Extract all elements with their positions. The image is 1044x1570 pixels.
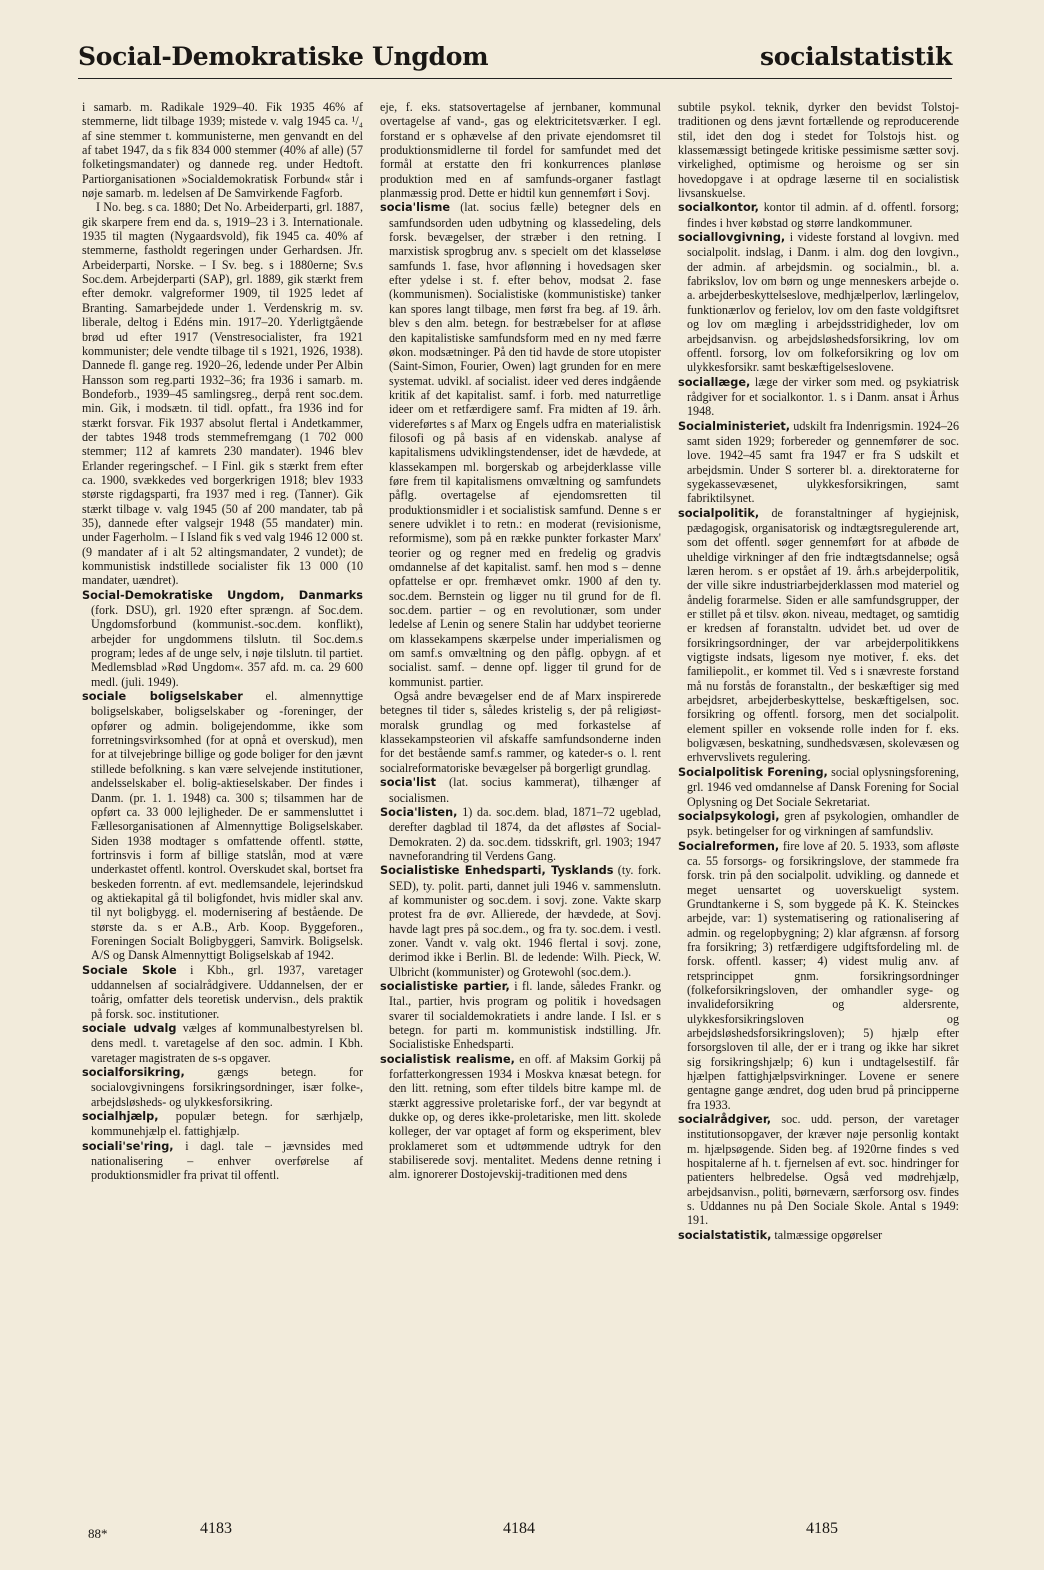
- entry-headword: socialistisk realisme,: [380, 1052, 515, 1066]
- entry-headword: Socia'listen,: [380, 805, 458, 819]
- continued-text: eje, f. eks. statsovertagelse af jernbaner, kommunal overtagelse af vand-, gas og elektricitetsværker. I egl. forstand er s ophævelse af den private ejendomsret til produktionsmidlerne til fordel for samfundet med det formål at erstatte den fri konkurrences planløse produktion med en af samfunds-organer fastlagt planmæssig prod. Dette er hidtil kun gennemført i Sovj.: [380, 100, 661, 201]
- dictionary-entry: [678, 765, 959, 809]
- entry-headword: sociale boligselskaber: [82, 690, 243, 704]
- entry-headword: socialpolitik,: [678, 506, 760, 520]
- entry-headword: socia'list: [380, 776, 437, 790]
- entry-headword: Socialpolitisk Forening,: [678, 765, 828, 779]
- page-number-left: 4183: [200, 1520, 232, 1537]
- entry-headword: Socialistiske Enhedsparti, Tysklands: [380, 864, 614, 878]
- entry-text: soc. udd. person, der varetager institutionsopgaver, der kræver nøje personlig kontakt m. hjælpsøgende. Siden beg. af 1920rne findes s ved hospitalerne af h. t. fjernelsen af evt. soc. hindringer for patienters helbredelse. Også ved mødrehjælp, arbejdsanvisn., politi, børneværn, særforsorg osv. findes s. Uddannes nu på Den Sociale Skole. Antal s 1949: 191.: [687, 1112, 959, 1228]
- entry-paragraph: I No. beg. s ca. 1880; Det No. Arbeiderparti, grl. 1887, gik skarpere frem end da. s, 1919–23 i 3. Internationale. 1935 til magten (Nygaardsvold), fik 1945 ca. 40% af stemmerne, fastholdt regeringen under Gerhardsen. Jfr. Arbeiderparti, Norske. – I Sv. beg. s i 1880erne; Sv.s Soc.dem. Arbejderparti (SAP), grl. 1889, gik stærkt frem efter demokr. valgreformer 1909, til 1925 ledet af Branting. Samarbejdede under 1. Verdenskrig m. sv. liberale, deltog i Edéns min. 1917–20. Yderligtgående brød ud efter 1917 (Venstresocialister, fra 1921 kommunister; dele vendte tilbage til s 1921, 1926, 1938). Dannede fl. gange reg. 1920–26, ledende under Per Albin Hansson som reg.parti 1932–36; fra 1936 i samarb. m. Bondeforb., 1939–45 samlingsreg., derpå rent soc.dem. min. Gik, i modsætn. til tidl. opfatt., fra 1936 ind for stærkt forsvar. Fik 1937 absolut flertal i Andetkammer, der tabtes 1948 trods stemmefremgang (1 702 000 stemmer; 112 af kamrets 230 mandater). 1946 blev Erlander regeringschef. – I Finl. gik s stærkt frem efter ca. 1900, svækkedes ved borgerkrigen 1918; blev 1933 største rigdagsparti, fra 1937 med i reg. (Tanner). Gik stærkt tilbage v. valg 1945 (50 af 200 mandater, tab på 35), dannede efter valgsejr 1948 (55 mandater) min. under Fagerholm. – I Island fik s ved valg 1946 12 000 st. (9 mandater af i alt 52 altingsmandater, 2 vundet); de kommunistisk indstillede socialister fik 13 000 (10 mandater, uændret).: [82, 200, 363, 588]
- header-right-guideword: socialstatistik: [760, 42, 952, 71]
- entry-text: i fl. lande, således Frankr. og Ital., partier, hvis program og politik i hovedsagen svarer til socialdemokratiets i andre lande. I Isl. er s betegn. for parti m. kommunistisk indstilling. Jfr. Socialistiske Enhedsparti.: [389, 978, 661, 1052]
- entry-text: gængs betegn. for socialovgivningens forsikringsordninger, især folke-, arbejdsløsheds- og ulykkesforsikring.: [91, 1065, 363, 1109]
- page-number-right: 4185: [806, 1520, 838, 1537]
- dictionary-entry: [678, 809, 959, 839]
- dictionary-entry: [82, 1109, 363, 1139]
- entry-headword: socialpsykologi,: [678, 809, 780, 823]
- entry-text: i Kbh., grl. 1937, varetager uddannelsen af socialrådgivere. Uddannelsen, der er toårig, omfatter dels teoretisk undervisn., dels praktik på forsk. soc. institutioner.: [91, 962, 364, 1021]
- dictionary-entry: [678, 839, 959, 1113]
- entry-text: de foranstaltninger af hygiejnisk, pædagogisk, organisatorisk og indtægtsregulerende art, som det offentl. søger gennemført for at afbøde de uheldige virkninger af den frie indtægtsdannelse; også læren herom. s er opstået af 19. årh.s arbejderpolitik, der ville sikre industriarbejderklassen mod materiel og åndelig forarmelse. Siden er alle samfundsgrupper, der er stillet på et tilsv. økon. niveau, medtaget, og samtidig er kredsen af foranstaltn. udvidet bet. ud over de forsikringsordninger, der var arbejderpolitikkens vigtigste indsats, ligesom nye motiver, f. eks. det familiepolit., er kommet til. Ved s i snævreste forstand må nu forstås de foranstaltn., der beskæftiger sig med arbejdsret, arbejderbeskyttelse, beskæftigelsen, soc. forsikring og offentl. forsorg, men det socialpolit. element spiller en voksende rolle inden for f. eks. boligvæsen, beskatning, sundhedsvæsen, skolevæsen og erhvervslivets regulering.: [687, 505, 959, 765]
- entry-text: populær betegn. for særhjælp, kommunehjælp el. fattighjælp.: [91, 1109, 363, 1139]
- entry-text: 1) da. soc.dem. blad, 1871–72 ugeblad, derefter dagblad til 1874, da det afløstes af Social-Demokraten. 2) da. soc.dem. tidsskrift, grl. 1903; 1947 navneforandring til Verdens Gang.: [389, 804, 661, 863]
- dictionary-entry: [380, 775, 661, 805]
- entry-text: i dagl. tale – jævnsides med nationalisering – enhver overførelse af produktionsmidler fra privat til offentl.: [91, 1138, 363, 1183]
- footer-sheet-marker: 88*: [88, 1526, 108, 1541]
- entry-text: i videste forstand al lovgivn. med socialpolit. indslag, i Danm. i alm. dog den lovgivn., der admin. af arbejdsmin. og socialmin., bl. a. fabrikslov, lov om børn og unge menneskers arbejde o. a. arbejderbeskyttelseslove, medhjælperlov, lærlingelov, funktionærlov og ferielov, lov om den faste voldgiftsret og lov om mægling i arbejdsstridigheder, lov om arbejdsanvisn. og arbejdsløshedsforsikring, lov om offentl. forsorg, lov om folkeforsikring og lov om ulykkesforsikr. samt beskæftigelseslovene.: [687, 230, 959, 375]
- text-column-2: [380, 100, 661, 1182]
- page-header: [78, 38, 952, 79]
- entry-text: (fork. DSU), grl. 1920 efter sprængn. af Soc.dem. Ungdomsforbund (kommunist.-soc.dem. konflikt), arbejder for ungdommens tilslutn. til Soc.dem.s program; ledes af de unge selv, i nøje tilslutn. til partiet. Medlemsblad »Rød Ungdom«. 357 afd. m. ca. 29 600 medl. (juli. 1949).: [91, 603, 363, 689]
- entry-text: en off. af Maksim Gorkij på forfatterkongressen 1934 i Moskva knæsat betegn. for den litt. retning, som efter tildels bitre kampe ml. de stærkt aggressive proletariske forf., der var begyndt at dukke op, og deres ikke-proletariske, men litt. skolede kolleger, der var optaget af form og eksperiment, blev proklameret som et udtømmende udtryk for den stabiliserede sovj. mentalitet. Medens denne retning i alm. ignorerer Dostojevskij-traditionen med dens: [389, 1051, 661, 1182]
- dictionary-entry: [380, 863, 661, 979]
- entry-text: (lat. socius fælle) betegner dels en samfundsorden uden udbytning og klassedeling, dels forsk. bevægelser, der stræber i den retning. I marxistisk sprogbrug anv. s specielt om det klasseløse samfunds 1. fase, hvor aflønning i hovedsagen sker efter ydelse i st. f. efter behov, modsat 2. fase (kommunismen). Socialistiske (kommunistiske) tanker kan spores langt tilbage, men først fra beg. af 19. årh. blev s den alm. betegn. for bestræbelser for at afløse den kapitalistiske samfundsform med en ny med færre økon. modsætninger. På den tid havde de store utopister (Saint-Simon, Fourier, Owen) lagt grunden for en mere systemat. udvikl. af socialist. ideer ved deres indgående kritik af det kapitalist. samf. i forb. med naturretlige ideer om et retfærdigere samf. Fra midten af 19. årh. videreførtes s af Marx og Engels udfra en materialistisk filosofi og på basis af en videnskab. analyse af kapitalismens udviklingstendenser, idet de hævdede, at klassekampen ml. borgerskab og arbejderklasse ville føre frem til kapitalismens omvæltning og samfundets påflg. overtagelse af ejendomsretten til produktionsmidler i et socialistisk samfund. Denne s er senere udviklet i to retn.: en moderat (revisionisme, reformisme), som på en række punkter forkaster Marx' teorier og og regner med en fredelig og gradvis omdannelse af det kapitalist. samf. hen mod s – denne opfattelse er opr. fremhævet omkr. 1900 af den ty. soc.dem. Bernstein og ligger nu til grund for de fl. soc.dem. partier – og en revolutionær, som under ledelse af Lenin og senere Stalin har uddybet teorierne om klassekampens skærpelse under imperialismen og om samf.s omvæltning og den påflg. opbygn. af et socialist. samf. – denne opf. ligger til grund for de kommunist. partier.: [389, 200, 661, 689]
- entry-text: talmæssige opgørelser: [771, 1227, 883, 1242]
- entry-text: social oplysningsforening, grl. 1946 ved omdannelse af Dansk Forening for Social Oplysning og Det Sociale Sekretariat.: [687, 764, 959, 809]
- entry-text: udskilt fra Indenrigsmin. 1924–26 samt siden 1929; forbereder og gennemfører de soc. love. 1942–45 samt fra 1947 er fra S udskilt et arbejdsmin. Under S sorterer bl. a. direktoraterne for sygekassevæsenet, ulykkesforsikringen, samt fabriktilsynet.: [687, 418, 959, 506]
- entry-headword: socialforsikring,: [82, 1066, 185, 1080]
- entry-headword: socialistiske partier,: [380, 979, 510, 993]
- entry-text: kontor til admin. af d. offentl. forsorg; findes i hver købstad og større landkommuner.: [687, 200, 959, 230]
- continued-text: subtile psykol. teknik, dyrker den bevidst Tolstoj-traditionen og dens jævnt fortællende og reproducerende stil, idet den dog i stedet for Tolstojs hist. og klassemæssigt betingede kritiske pessimisme sætter sovj. virkelighed, optimisme og heroisme og ser sin hovedopgave i at opdrage læserne til en socialistisk livsanskuelse.: [678, 100, 959, 201]
- text-column-1: [82, 100, 363, 1183]
- entry-headword: socia'lisme: [380, 201, 451, 215]
- entry-headword: sociali'se'ring,: [82, 1139, 174, 1153]
- dictionary-entry: [678, 200, 959, 230]
- entry-headword: Sociale Skole: [82, 963, 177, 977]
- entry-text: (lat. socius kammerat), tilhænger af socialismen.: [389, 775, 661, 805]
- dictionary-entry: [82, 963, 363, 1021]
- entry-text: (ty. fork. SED), ty. polit. parti, dannet juli 1946 v. sammenslutn. af kommunister og soc.dem. i sovj. zone. Vakte skarp protest fra de øvr. Allierede, der hævdede, at Sovj. havde lagt pres på soc.dem., og fra ty. soc.dem. i vestl. zoner. Vandt v. valg okt. 1946 flertal i sovj. zone, derimod ikke i Berlin. Bl. de ledende: Wilh. Pieck, W. Ulbricht (kommunister) og Grotewohl (soc.dem.).: [389, 863, 661, 979]
- dictionary-entry: [82, 588, 363, 689]
- dictionary-entry: [380, 1052, 661, 1182]
- entry-headword: Socialministeriet,: [678, 419, 791, 433]
- continued-text: i samarb. m. Radikale 1929–40. Fik 1935 46% af stemmerne, lidt tilbage 1939; mistede v. valg 1945 ca. ¹/₄ af sine stemmer t. kommunisterne, men genvandt en del af tabet 1947, da s fik 834 000 stemmer (40% af alle) (57 folketingsmandater) og dannede reg. under Hedtoft. Partiorganisationen »Socialdemokratisk Forbund« står i nøje samarb. m. ledelsen af De Samvirkende Fagforb.: [82, 100, 363, 201]
- entry-text: læge der virker som med. og psykiatrisk rådgiver for et socialkontor. 1. s i Danm. ansat i Århus 1948.: [687, 374, 959, 419]
- entry-paragraph: Også andre bevægelser end de af Marx inspirerede betegnes til tider s, således kristelig s, der på religiøst-moralsk grundlag og med forkastelse af klassekampsteorien vil afskaffe samfundsonderne inden for det bestående samf.s rammer, og kateder-s o. l. rent socialreformatoriske bevægelser på borgerligt grundlag.: [380, 689, 661, 775]
- dictionary-entry: [82, 689, 363, 963]
- entry-headword: socialhjælp,: [82, 1110, 159, 1124]
- dictionary-entry: [380, 979, 661, 1052]
- entry-text: vælges af kommunalbestyrelsen bl. dens medl. t. varetagelse af den soc. admin. I Kbh. varetager magistraten de s-s opgaver.: [91, 1021, 363, 1065]
- entry-text: el. almennyttige boligselskaber, boligselskaber og -foreninger, der opfører og admin. boligejendomme, ikke som forretningsvirksomhed (for at opnå et overskud), men for at tilvejebringe billige og gode boliger for den jævnt stillede befolkning. s kan være selvejende institutioner, andelsselskaber el. bolig-aktieselskaber. Der findes i Danm. (pr. 1. 1. 1948) ca. 300 s; tilsammen har de opført ca. 33 000 lejligheder. De er sammensluttet i Fællesorganisationen af Almennyttige Boligselskaber. Siden 1938 modtager s omfattende offentl. støtte, fortrinsvis i form af billige statslån, mod at være underkastet offentl. kontrol. Overskudet skal, bortset fra beskeden forrentn. af evt. medlemsandele, lejerindskud og aktiekapital gå til boligfondet, hvis midler skal anv. til nyt boligbygg. el. modernisering af bestående. De største da. s er A.B., Arb. Koop. Byggeforen., Foreningen Socialt Boligbyggeri, Samvirk. Boligselsk. A/S og Dansk Almennyttigt Boligselskab af 1942.: [91, 689, 364, 963]
- dictionary-entry: [82, 1021, 363, 1065]
- entry-headword: Social-Demokratiske Ungdom, Danmarks: [82, 588, 363, 602]
- dictionary-entry: [82, 1139, 363, 1183]
- dictionary-entry: [380, 805, 661, 863]
- entry-headword: socialstatistik,: [678, 1228, 772, 1242]
- entry-headword: socialrådgiver,: [678, 1113, 772, 1127]
- entry-text: fire love af 20. 5. 1933, som afløste ca. 55 forsorgs- og forsikringslove, der stammede fra forsk. trin på den socialpolit. udvikling. og dannede et meget uensartet og uoverskueligt system. Grundtankerne i S, som byggede på K. K. Steinckes arbejde, var: 1) systematisering og rationalisering af admin. og regelopbygning; 2) klar afgrænsn. af forsorg fra forsikring; 3) retfærdigere udgiftsfordeling ml. de forsk. offentl. kasser; 4) videst mulig anv. af retsprincippet gnm. forsikringsordninger (folkeforsikringsloven, der omhandler syge- og invalideforsikring og aldersrente, ulykkesforsikringsloven og arbejdsløshedsforsikringsloven); 5) hjælp efter forsorgsloven til alle, der er i trang og ikke har sikret sig forsikringshjælp; 6) kun i undtagelsestilf. får hjælpen fattighjælpsvirkninger. Lovene er senere gentagne gange ændret, dog uden brud på principperne fra 1933.: [687, 838, 959, 1112]
- header-left-guideword: Social-Demokratiske Ungdom: [78, 42, 489, 71]
- dictionary-entry: [380, 200, 661, 689]
- entry-headword: socialkontor,: [678, 201, 759, 215]
- dictionary-entry: [678, 1112, 959, 1228]
- page-number-middle: 4184: [503, 1520, 535, 1537]
- entry-headword: sociale udvalg: [82, 1022, 177, 1035]
- entry-headword: sociallovgivning,: [678, 231, 786, 245]
- dictionary-entry: [678, 230, 959, 374]
- dictionary-entry: [678, 1228, 959, 1243]
- text-column-3: [678, 100, 959, 1243]
- dictionary-entry: [678, 375, 959, 419]
- dictionary-entry: [678, 506, 959, 765]
- dictionary-entry: [678, 419, 959, 506]
- entry-headword: Socialreformen,: [678, 839, 780, 853]
- dictionary-entry: [82, 1065, 363, 1109]
- entry-text: gren af psykologien, omhandler de psyk. betingelser for og virkningen af samfundsliv.: [687, 808, 959, 839]
- entry-headword: sociallæge,: [678, 375, 751, 389]
